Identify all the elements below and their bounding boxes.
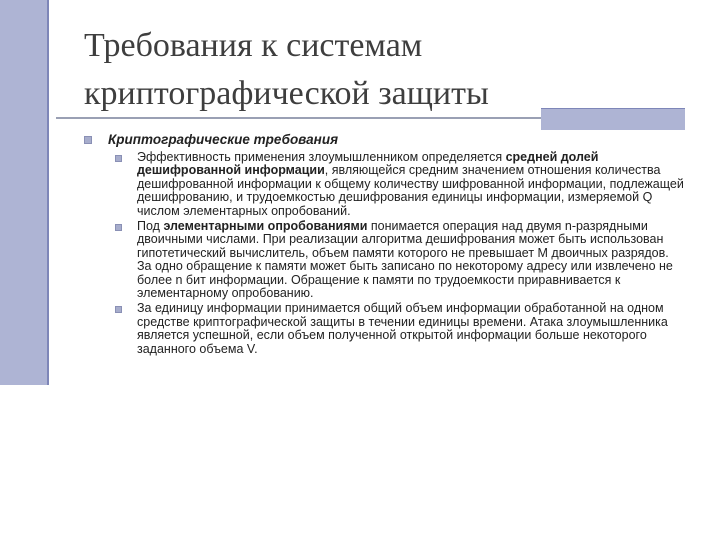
main-bullet-text: Криптографические требования (108, 132, 339, 147)
sub-bullet-bold-term: элементарными опробованиями (163, 219, 368, 234)
slide-title-line-1: Требования к системам (84, 27, 423, 64)
sub-bullet-part: , являющейся средним значением отношения количества дешифрованной информации к общему количеству шифрованной информации, подлежащей дешифрованию, и трудоемкостью дешифрования единицы информации, измеряемой Q числом элементарных опробований. (137, 163, 684, 218)
title-underline (56, 117, 548, 119)
square-bullet-icon (115, 155, 122, 162)
sub-bullet-part: понимается операция над двумя n-разрядными двоичными числами. При реализации алгоритма дешифрования может быть использован гипотетический вычислитель, объем памяти которого не превышает М двоичных разрядов. За одно обращение к памяти может быть записано по некоторому адресу или извлечено не более n бит информации. Обращение к памяти по трудоемкости приравнивается к элементарному опробованию. (137, 219, 673, 301)
sub-bullet-part: Под (137, 219, 164, 234)
sub-bullet-bold-term: средней долей дешифрованной информации (137, 150, 599, 178)
sub-bullet-item (115, 151, 684, 218)
slide-content (84, 131, 684, 358)
sub-bullet-list (115, 151, 684, 356)
square-bullet-icon (115, 224, 122, 231)
sub-bullet-part: Эффективность применения злоумышленником определяется (137, 150, 506, 164)
sub-bullet-part: За единицу информации принимается общий объем информации обработанной на одном средстве криптографической защиты в течении единицы времени. Атака злоумышленника является успешной, если объем полученной открытой информации больше некоторого заданного объема V. (137, 301, 668, 356)
sub-bullet-item (115, 302, 684, 356)
slide-title (84, 22, 684, 118)
sub-bullet-item (115, 220, 684, 300)
accent-box (541, 108, 685, 130)
square-bullet-icon (84, 136, 92, 144)
square-bullet-icon (115, 306, 122, 313)
main-bullet (84, 131, 684, 149)
left-accent-bar (0, 0, 49, 385)
slide-title-line-2: криптографической защиты (84, 75, 489, 112)
